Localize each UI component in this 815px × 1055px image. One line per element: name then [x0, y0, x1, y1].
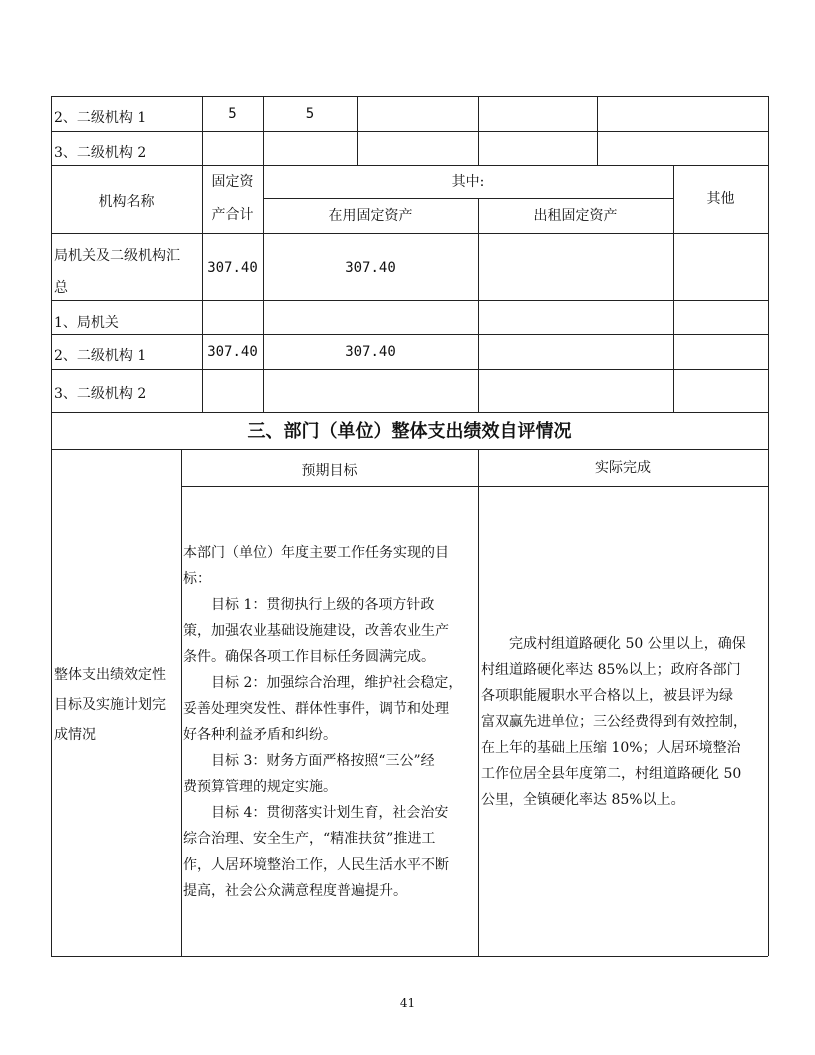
row-label: 3、二级机构 2 — [54, 386, 147, 402]
rule — [51, 165, 768, 166]
actual-completion-header: 实际完成 — [595, 460, 651, 476]
rule — [597, 96, 598, 165]
rule — [51, 956, 768, 957]
text-line: 富双赢先进单位；三公经费得到有效控制， — [481, 714, 747, 730]
rule — [478, 449, 479, 956]
header-among: 其中: — [451, 174, 485, 190]
text-line: 公里，全镇硬化率达 85%以上。 — [481, 792, 685, 808]
text-line: 完成村组道路硬化 50 公里以上，确保 — [481, 636, 746, 652]
text-line: 工作位居全县年度第二，村组道路硬化 50 — [481, 766, 742, 782]
rule — [263, 165, 264, 412]
cell-value: 5 — [305, 106, 315, 122]
row-label: 2、二级机构 1 — [54, 110, 147, 126]
text-line: 策，加强农业基础设施建设，改善农业生产 — [183, 623, 449, 639]
row-label: 局机关及二级机构汇 — [54, 248, 180, 264]
performance-label: 整体支出绩效定性 — [54, 667, 166, 683]
rule — [263, 198, 673, 199]
header-other: 其他 — [706, 191, 735, 207]
text-line: 在上年的基础上压缩 10%；人居环境整治 — [481, 740, 741, 756]
cell-value: 307.40 — [345, 260, 396, 276]
header-fixed-total: 固定资 — [211, 174, 254, 190]
text-line: 各项职能履职水平合格以上，被县评为绿 — [481, 688, 733, 704]
text-line: 村组道路硬化率达 85%以上；政府各部门 — [481, 662, 741, 678]
header-in-use: 在用固定资产 — [328, 208, 413, 224]
row-label: 总 — [54, 280, 68, 296]
rule — [478, 96, 479, 165]
rule — [478, 198, 479, 412]
text-line: 费预算管理的规定实施。 — [183, 779, 337, 795]
text-line: 妥善处理突发性、群体性事件，调节和处理 — [183, 701, 449, 717]
text-line: 目标 1：贯彻执行上级的各项方针政 — [183, 597, 435, 613]
section-title: 三、部门（单位）整体支出绩效自评情况 — [247, 421, 572, 442]
rule — [51, 96, 768, 97]
text-line: 目标 4：贯彻落实计划生育，社会治安 — [183, 805, 449, 821]
rule — [51, 300, 768, 301]
header-org-name: 机构名称 — [98, 194, 155, 210]
cell-value: 5 — [228, 106, 237, 122]
rule — [51, 369, 768, 370]
expected-goals-header: 预期目标 — [301, 463, 358, 479]
header-fixed-total: 产合计 — [211, 207, 254, 223]
text-line: 目标 3：财务方面严格按照“三公”经 — [183, 753, 435, 769]
rule — [51, 96, 52, 956]
header-rented: 出租固定资产 — [533, 208, 618, 224]
rule — [51, 233, 768, 234]
cell-value: 307.40 — [345, 344, 396, 360]
text-line: 提高，社会公众满意程度普遍提升。 — [183, 883, 407, 899]
text-line: 条件。确保各项工作目标任务圆满完成。 — [183, 649, 435, 665]
rule — [181, 486, 768, 487]
text-line: 本部门（单位）年度主要工作任务实现的目 — [183, 545, 449, 561]
row-label: 1、局机关 — [54, 315, 119, 331]
page-number: 41 — [399, 996, 416, 1010]
rule — [181, 449, 182, 956]
text-line: 综合治理、安全生产，“精准扶贫”推进工 — [183, 831, 436, 847]
text-line: 好各种利益矛盾和纠纷。 — [183, 727, 337, 743]
cell-value: 307.40 — [207, 260, 258, 276]
row-label: 2、二级机构 1 — [54, 348, 147, 364]
rule — [202, 165, 203, 412]
cell-value: 307.40 — [207, 344, 258, 360]
rule — [357, 96, 358, 165]
rule — [51, 334, 768, 335]
rule — [51, 131, 768, 132]
performance-label: 成情况 — [54, 727, 96, 743]
text-line: 作，人居环境整治工作，人民生活水平不断 — [183, 857, 449, 873]
text-line: 目标 2：加强综合治理，维护社会稳定， — [183, 675, 463, 691]
text-line: 标： — [183, 571, 211, 587]
performance-label: 目标及实施计划完 — [54, 697, 166, 713]
rule — [51, 449, 768, 450]
row-label: 3、二级机构 2 — [54, 145, 147, 161]
rule — [768, 96, 769, 956]
